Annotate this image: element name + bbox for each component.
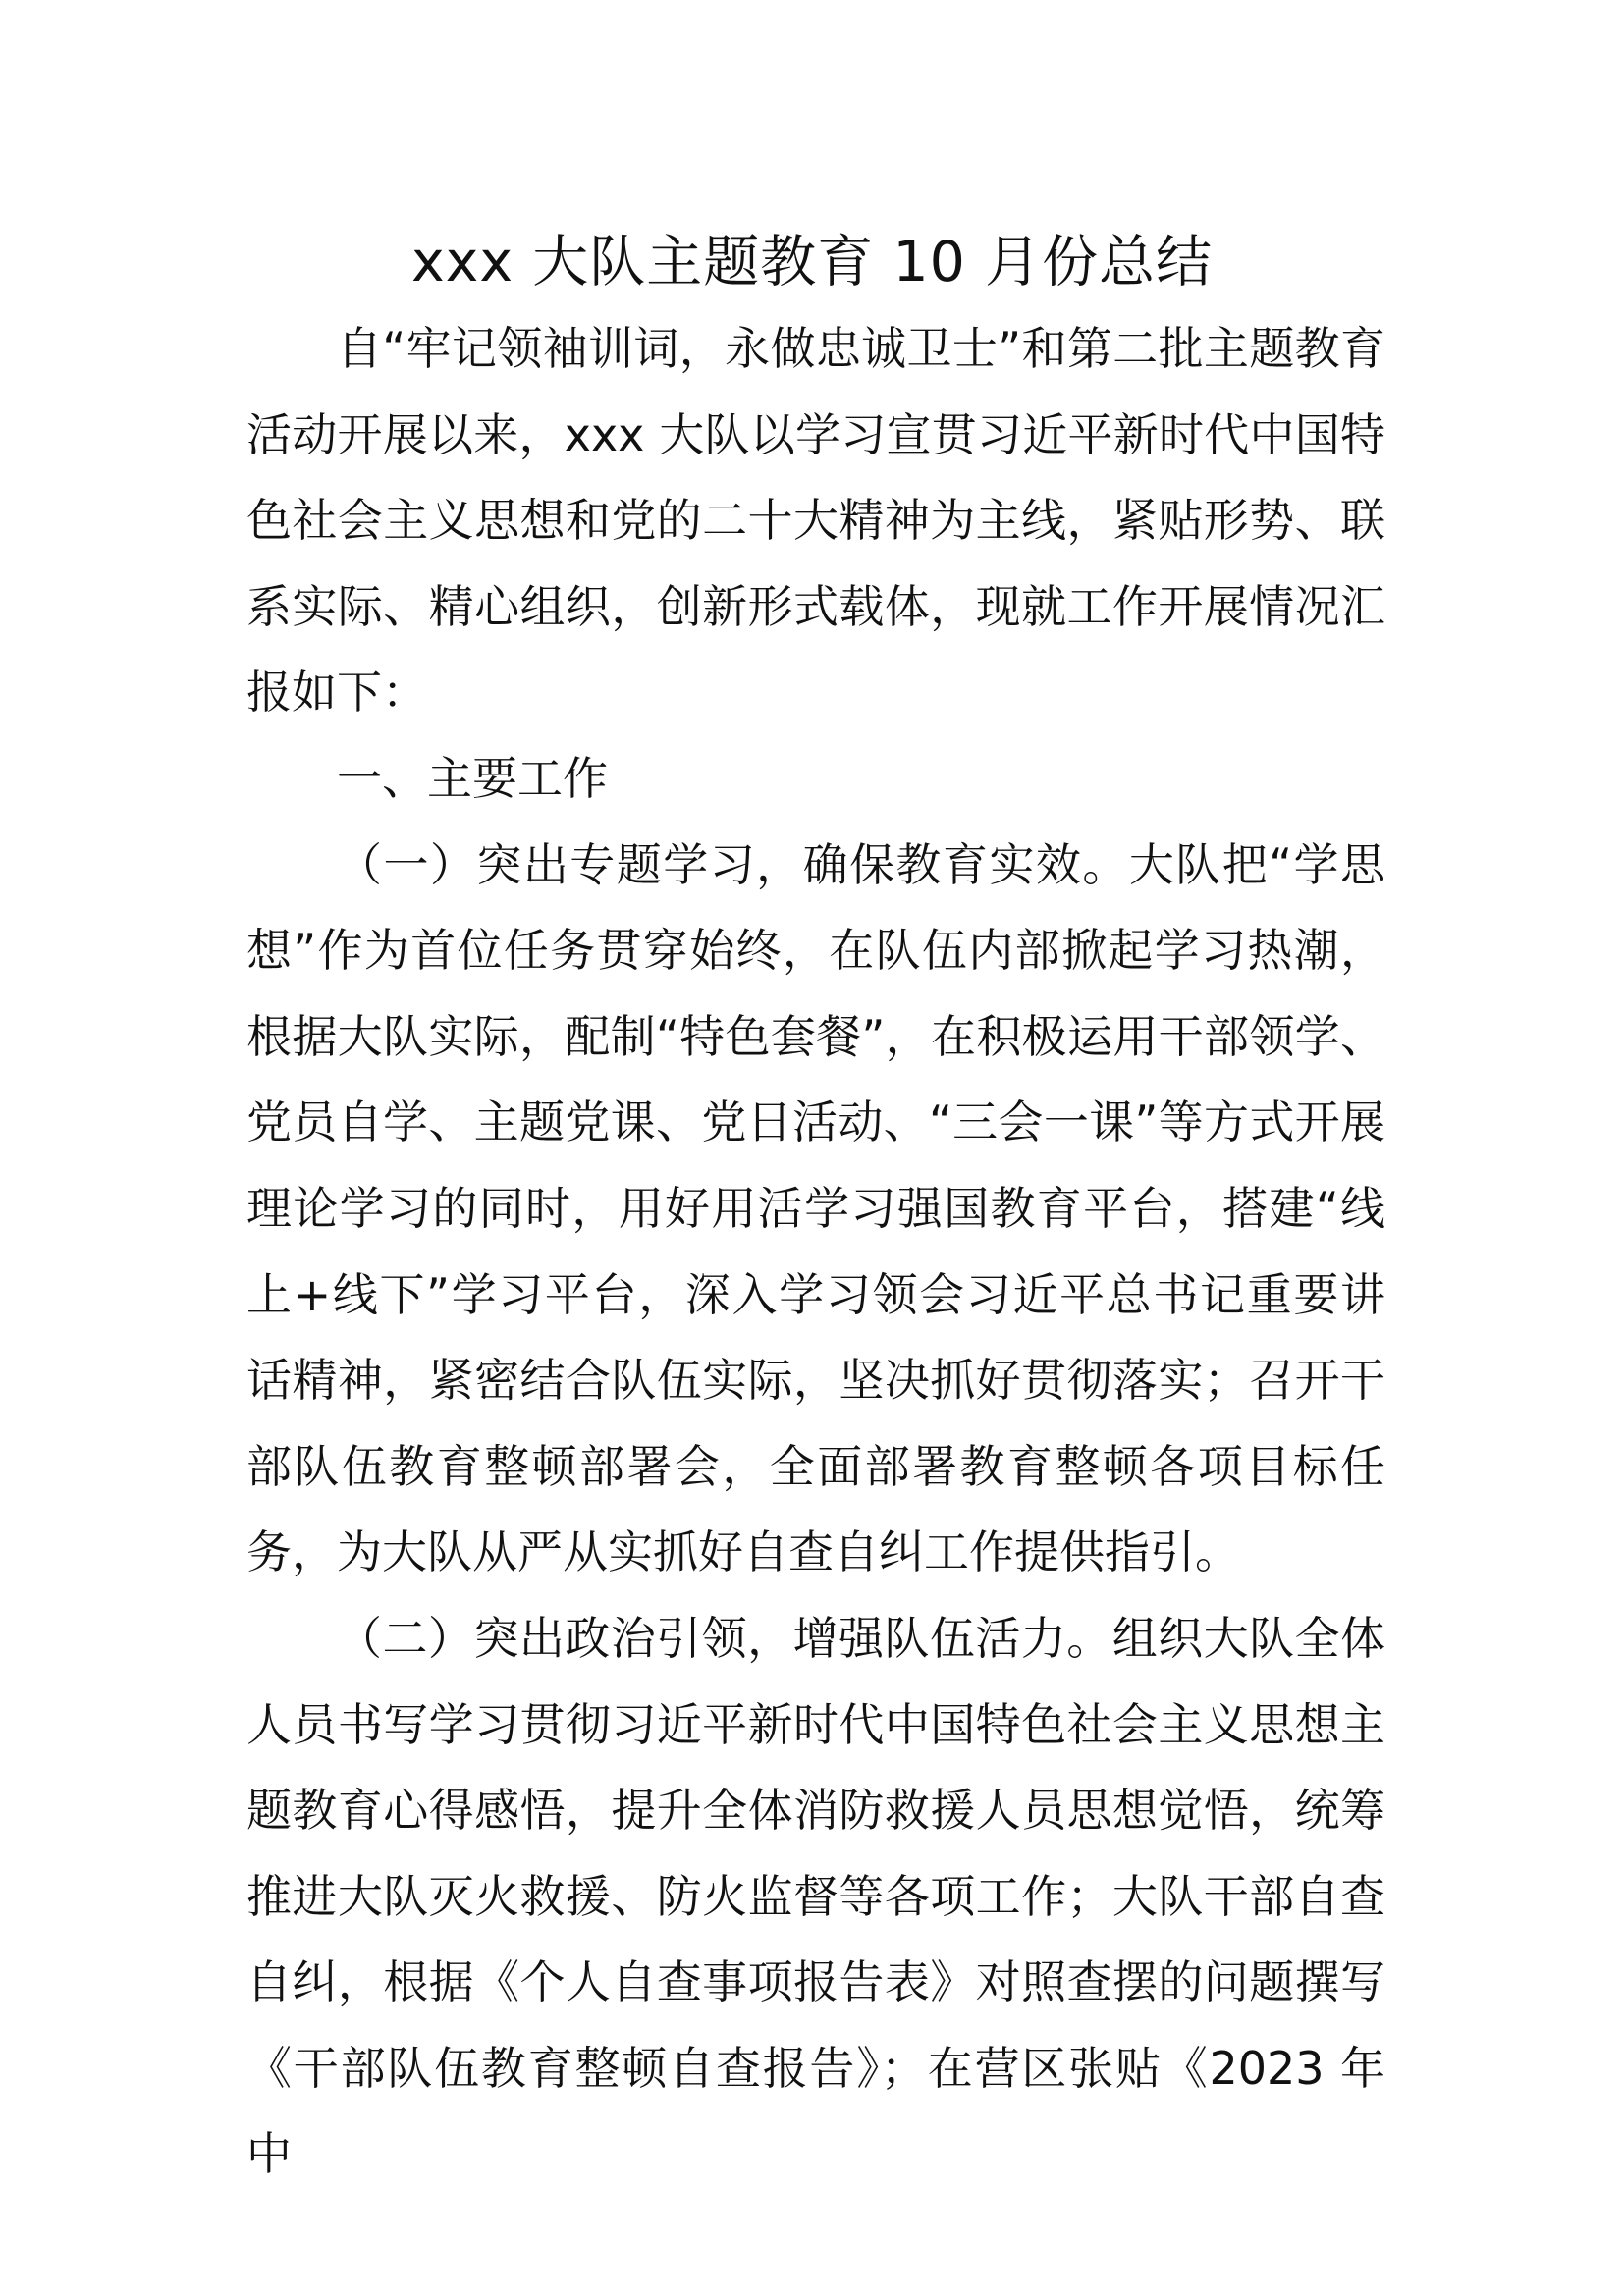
document-title: xxx 大队主题教育 10 月份总结 (410, 230, 1214, 294)
document-body (246, 306, 1385, 2198)
paragraph-study: （一）突出专题学习，确保教育实效。大队把“学思想”作为首位任务贯穿始终，在队伍内部掀起学习热潮，根据大队实际，配制“特色套餐”，在积极运用干部领学、党员自学、主题党课、党日活动、“三会一课”等方式开展理论学习的同时，用好用活学习强国教育平台，搭建“线上+线下”学习平台，深入学习领会习近平总书记重要讲话精神，紧密结合队伍实际，坚决抓好贯彻落实；召开干部队伍教育整顿部署会，全面部署教育整顿各项目标任务，为大队从严从实抓好自查自纠工作提供指引。 (246, 837, 1385, 1579)
paragraph-political: （二）突出政治引领，增强队伍活力。组织大队全体人员书写学习贯彻习近平新时代中国特色社会主义思想主题教育心得感悟，提升全体消防救援人员思想觉悟，统筹推进大队灭火救援、防火监督等各项工作；大队干部自查自纠，根据《个人自查事项报告表》对照查摆的问题撰写《干部队伍教育整顿自查报告》；在营区张贴《2023 年中 (246, 1611, 1385, 2181)
intro-paragraph: 自“牢记领袖训词，永做忠诚卫士”和第二批主题教育活动开展以来，xxx 大队以学习宣贯习近平新时代中国特色社会主义思想和党的二十大精神为主线，紧贴形势、联系实际、精心组织，创新形式载体，现就工作开展情况汇报如下： (246, 322, 1385, 720)
section-heading: 一、主要工作 (337, 751, 608, 805)
